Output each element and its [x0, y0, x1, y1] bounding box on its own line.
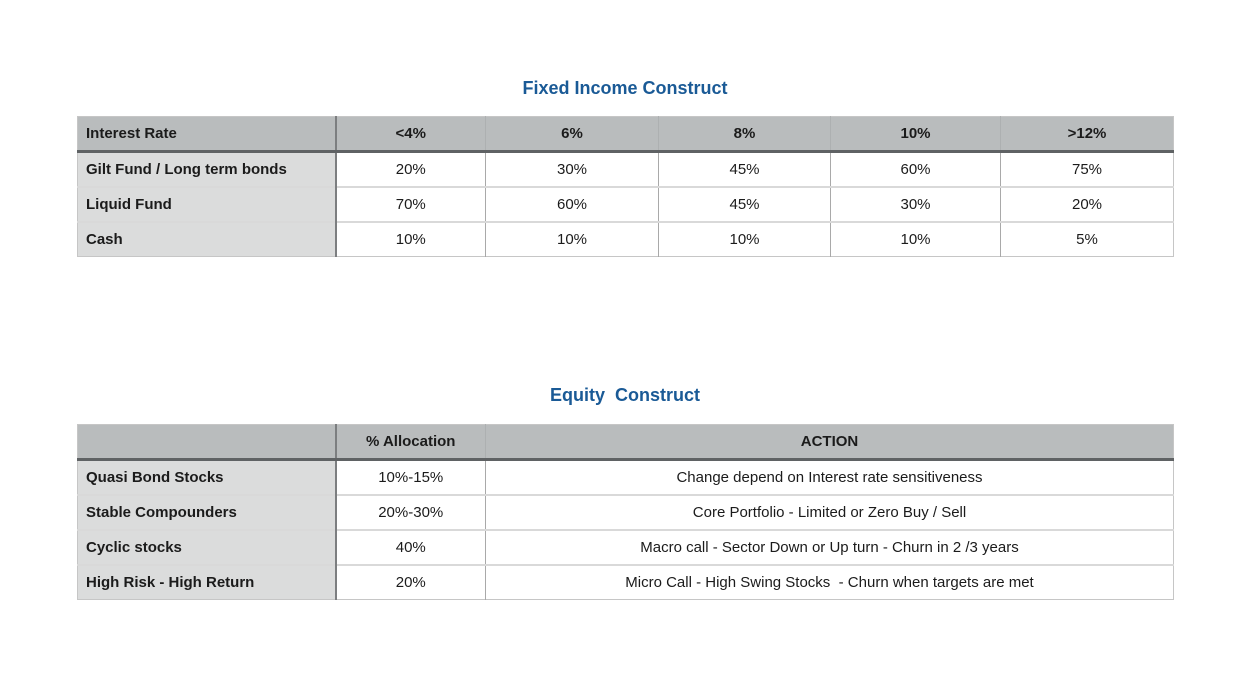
action-value: Core Portfolio - Limited or Zero Buy / Sell — [486, 495, 1174, 530]
cell-value: 10% — [336, 222, 486, 257]
cell-value: 45% — [659, 152, 831, 187]
cell-value: 45% — [659, 187, 831, 222]
fixed-income-header-8: 8% — [659, 117, 831, 152]
cell-value: 10% — [486, 222, 659, 257]
cell-value: 60% — [831, 152, 1001, 187]
equity-header-blank — [78, 425, 336, 460]
allocation-value: 20%-30% — [336, 495, 486, 530]
equity-title: Equity Construct — [549, 385, 700, 405]
table-row — [78, 565, 1174, 600]
action-value: Micro Call - High Swing Stocks - Churn when targets are met — [486, 565, 1174, 600]
equity-header-action: ACTION — [486, 425, 1174, 460]
allocation-value: 10%-15% — [336, 460, 486, 495]
fixed-income-header-10: 10% — [831, 117, 1001, 152]
cell-value: 20% — [1001, 187, 1174, 222]
allocation-value: 20% — [336, 565, 486, 600]
equity-header-row — [78, 425, 1174, 460]
cell-value: 60% — [486, 187, 659, 222]
row-label: High Risk - High Return — [78, 565, 336, 600]
table-row — [78, 187, 1174, 222]
cell-value: 10% — [831, 222, 1001, 257]
fixed-income-header-interest-rate: Interest Rate — [78, 117, 336, 152]
table-row — [78, 460, 1174, 495]
allocation-value: 40% — [336, 530, 486, 565]
row-label: Cyclic stocks — [78, 530, 336, 565]
table-row — [78, 152, 1174, 187]
fixed-income-table — [77, 116, 1174, 257]
equity-header-allocation: % Allocation — [336, 425, 486, 460]
cell-value: 5% — [1001, 222, 1174, 257]
fixed-income-header-gt12: >12% — [1001, 117, 1174, 152]
row-label: Liquid Fund — [78, 187, 336, 222]
fixed-income-header-row — [78, 117, 1174, 152]
fixed-income-header-lt4: <4% — [336, 117, 486, 152]
row-label: Cash — [78, 222, 336, 257]
row-label: Gilt Fund / Long term bonds — [78, 152, 336, 187]
cell-value: 20% — [336, 152, 486, 187]
cell-value: 10% — [659, 222, 831, 257]
row-label: Stable Compounders — [78, 495, 336, 530]
row-label: Quasi Bond Stocks — [78, 460, 336, 495]
cell-value: 30% — [486, 152, 659, 187]
cell-value: 70% — [336, 187, 486, 222]
cell-value: 75% — [1001, 152, 1174, 187]
fixed-income-title: Fixed Income Construct — [522, 78, 728, 98]
table-row — [78, 222, 1174, 257]
action-value: Change depend on Interest rate sensitiveness — [486, 460, 1174, 495]
action-value: Macro call - Sector Down or Up turn - Churn in 2 /3 years — [486, 530, 1174, 565]
equity-table — [77, 424, 1174, 600]
cell-value: 30% — [831, 187, 1001, 222]
table-row — [78, 495, 1174, 530]
fixed-income-header-6: 6% — [486, 117, 659, 152]
table-row — [78, 530, 1174, 565]
